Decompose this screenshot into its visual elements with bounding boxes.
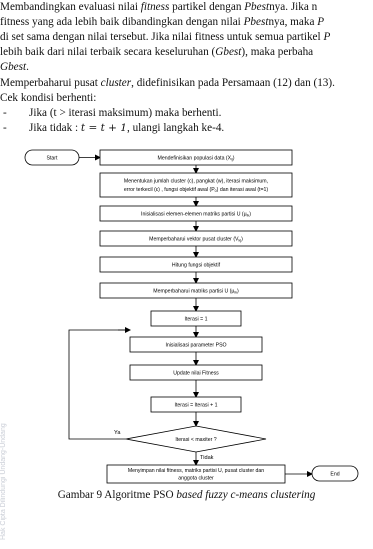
decision-label: Iterasi < maxiter ? — [175, 437, 217, 443]
n2-label-line1: Menentukan jumlah cluster (c), pangkat (w), iterasi maksimum, — [123, 178, 269, 185]
n9-label: Update nilai Fitness — [173, 370, 219, 377]
n8-label: Inisialisasi parameter PSO — [165, 342, 227, 349]
bullet-dash-2: - — [3, 122, 7, 134]
process-set-parameters — [100, 173, 292, 197]
figure-caption: Gambar 9 Algoritme PSO based fuzzy c-means clustering — [57, 489, 316, 501]
n2-label-line2: error terkecil (ε) , fungsi objektif awal $(P_0)$ dan iterasi awal (t=1) — [123, 187, 269, 194]
body-line-7: Cek kondisi berhenti: — [0, 92, 97, 104]
body-line-5: Gbest. — [0, 61, 29, 73]
n10-label: Iterasi = Iterasi + 1 — [174, 402, 218, 409]
yes-label: Ya — [114, 430, 121, 436]
bullet-item-2: Jika tidak : t = t + 1, ulangi langkah ke-4. — [29, 122, 225, 134]
body-line-2: fitness yang ada lebih baik dibandingkan dengan nilai Pbestnya, maka P — [0, 16, 325, 28]
n11-label-line1: Menyimpan nilai fitness, matriks partisi U, pusat cluster dan — [127, 468, 265, 474]
copyright-watermark: Hak Cipta Dilindungi Undang-Undang — [0, 423, 7, 540]
bullet-dash-1: - — [3, 107, 7, 119]
n3-label: Inisialisasi elemen-elemen matriks partisi U $(\mu_{ik})$ — [141, 211, 251, 218]
start-label: Start — [46, 155, 58, 162]
body-line-3: di set sama dengan nilai tersebut. Jika nilai fitness untuk semua partikel P — [0, 31, 331, 43]
body-line-4: lebih baik dari nilai terbaik secara keseluruhan (Gbest), maka perbaha — [0, 46, 314, 58]
n11-label-line2: anggota cluster — [178, 475, 214, 482]
n4-label: Memperbaharui vektor pusat cluster $(V_{kj})$ — [149, 236, 243, 243]
n1-label: Mendefinisikan populasi data $(X_{ij})$ — [157, 155, 235, 162]
n5-label: Hitung fungsi objektif — [171, 262, 221, 269]
equation-t: t = t + 1 — [80, 122, 127, 134]
no-label: Tidak — [200, 455, 214, 461]
n6-label: Memperbaharui matriks partisi U $(\mu_{ik})$ — [153, 288, 239, 295]
bullet-item-1: Jika (t > iterasi maksimum) maka berhenti. — [29, 107, 222, 119]
end-label: End — [330, 471, 340, 478]
n7-label: Iterasi = 1 — [184, 316, 208, 323]
body-line-6: Memperbaharui pusat cluster, didefinisikan pada Persamaan (12) dan (13). — [0, 77, 335, 89]
body-line-1: Membandingkan evaluasi nilai fitness partikel dengan Pbestnya. Jika n — [0, 1, 318, 13]
